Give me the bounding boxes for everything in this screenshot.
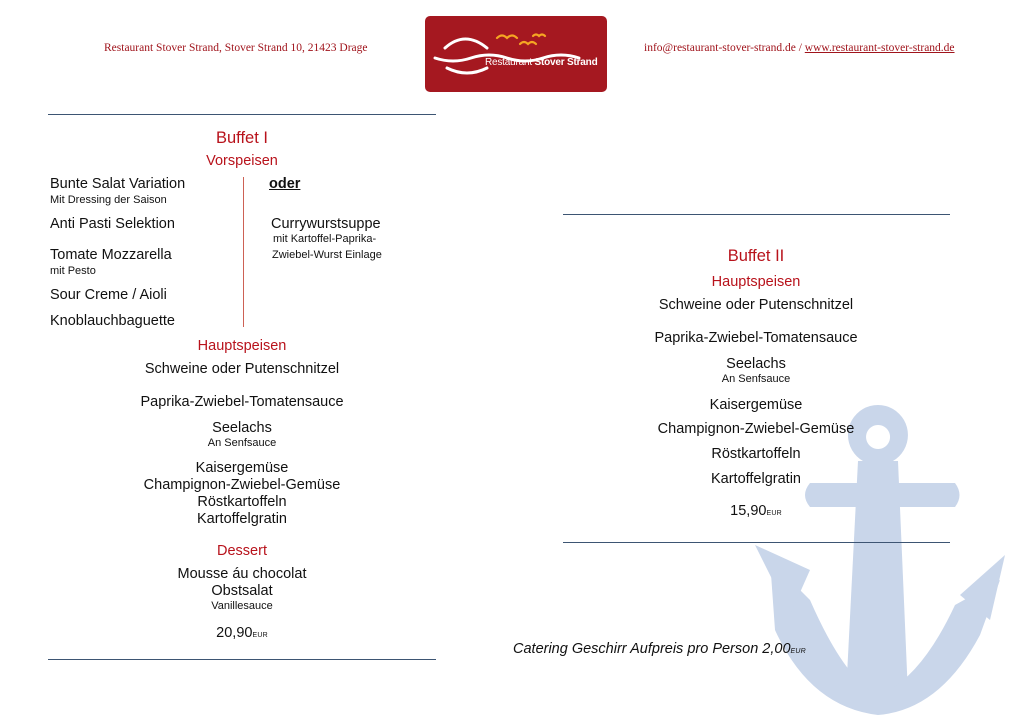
- currency-label: EUR: [790, 648, 806, 655]
- soup-note-2: Zwiebel-Wurst Einlage: [272, 249, 382, 261]
- buffet1-main-1: Schweine oder Putenschnitzel: [144, 361, 340, 377]
- restaurant-logo: [425, 16, 607, 92]
- email-link[interactable]: info@restaurant-stover-strand.de: [644, 42, 796, 54]
- currency-label: EUR: [252, 632, 268, 639]
- buffet2-side-4: Kartoffelgratin: [710, 471, 801, 487]
- buffet1-price: [92, 625, 392, 641]
- catering-note: [513, 641, 806, 657]
- buffet1-title: Buffet I: [216, 129, 268, 147]
- buffet1-main-3-note: An Senfsauce: [207, 437, 277, 449]
- buffet1-dessert-2-note: Vanillesauce: [211, 600, 273, 612]
- starter-item: Anti Pasti Selektion: [50, 216, 175, 232]
- buffet1-side: Champignon-Zwiebel-Gemüse: [143, 477, 341, 493]
- restaurant-address: Restaurant Stover Strand, Stover Strand 10, 21423 Drage: [104, 42, 368, 54]
- buffet1-side: Kaisergemüse: [195, 460, 289, 476]
- price-value: 15,90: [730, 503, 767, 519]
- buffet1-starters-heading: Vorspeisen: [206, 153, 278, 169]
- catering-text: Catering Geschirr Aufpreis pro Person 2,00: [513, 641, 791, 657]
- logo-wave-icon: [425, 16, 607, 92]
- buffet1-dessert-2: Obstsalat: [211, 583, 273, 599]
- buffet2-mains-heading: Hauptspeisen: [711, 274, 801, 290]
- starter-item: Sour Creme / Aioli: [50, 287, 167, 303]
- buffet2-main-1: Schweine oder Putenschnitzel: [658, 297, 854, 313]
- soup-note-1: mit Kartoffel-Paprika-: [273, 233, 377, 245]
- contact-info: [644, 42, 955, 54]
- starters-divider: [243, 177, 244, 327]
- buffet2-price: [606, 503, 906, 519]
- buffet1-mains-heading: Hauptspeisen: [197, 338, 287, 354]
- buffet1-dessert-1: Mousse áu chocolat: [177, 566, 307, 582]
- buffet1-side: Kartoffelgratin: [196, 511, 287, 527]
- buffet2-side-1: Kaisergemüse: [709, 397, 803, 413]
- buffet1-dessert-heading: Dessert: [217, 543, 267, 559]
- buffet2-main-3: Seelachs: [726, 356, 786, 372]
- starter-note: Mit Dressing der Saison: [50, 194, 167, 206]
- logo-text-light: Restaurant: [485, 57, 535, 68]
- divider-top-left: [48, 114, 436, 115]
- website-link[interactable]: www.restaurant-stover-strand.de: [804, 42, 955, 54]
- price-value: 20,90: [216, 625, 253, 641]
- divider-bottom-left: [48, 659, 436, 660]
- or-label: oder: [269, 176, 301, 192]
- buffet1-side: Röstkartoffeln: [197, 494, 287, 510]
- starter-item: Tomate Mozzarella: [50, 247, 172, 263]
- buffet2-main-2: Paprika-Zwiebel-Tomatensauce: [654, 330, 858, 346]
- buffet2-side-3: Röstkartoffeln: [711, 446, 801, 462]
- buffet1-main-2: Paprika-Zwiebel-Tomatensauce: [140, 394, 344, 410]
- starter-note: mit Pesto: [50, 265, 96, 277]
- buffet2-side-2: Champignon-Zwiebel-Gemüse: [657, 421, 855, 437]
- anchor-icon: [750, 395, 1010, 720]
- starter-item: Bunte Salat Variation: [50, 176, 186, 192]
- buffet2-title: Buffet II: [727, 247, 785, 265]
- divider-bottom-right: [563, 542, 950, 543]
- contact-separator: /: [795, 42, 805, 54]
- buffet1-main-3: Seelachs: [212, 420, 272, 436]
- starter-item: Knoblauchbaguette: [50, 313, 175, 329]
- soup-name: Currywurstsuppe: [271, 216, 381, 232]
- logo-text-bold: Stover Strand: [534, 57, 598, 68]
- buffet2-main-3-note: An Senfsauce: [721, 373, 791, 385]
- divider-top-right: [563, 214, 950, 215]
- currency-label: EUR: [766, 510, 782, 517]
